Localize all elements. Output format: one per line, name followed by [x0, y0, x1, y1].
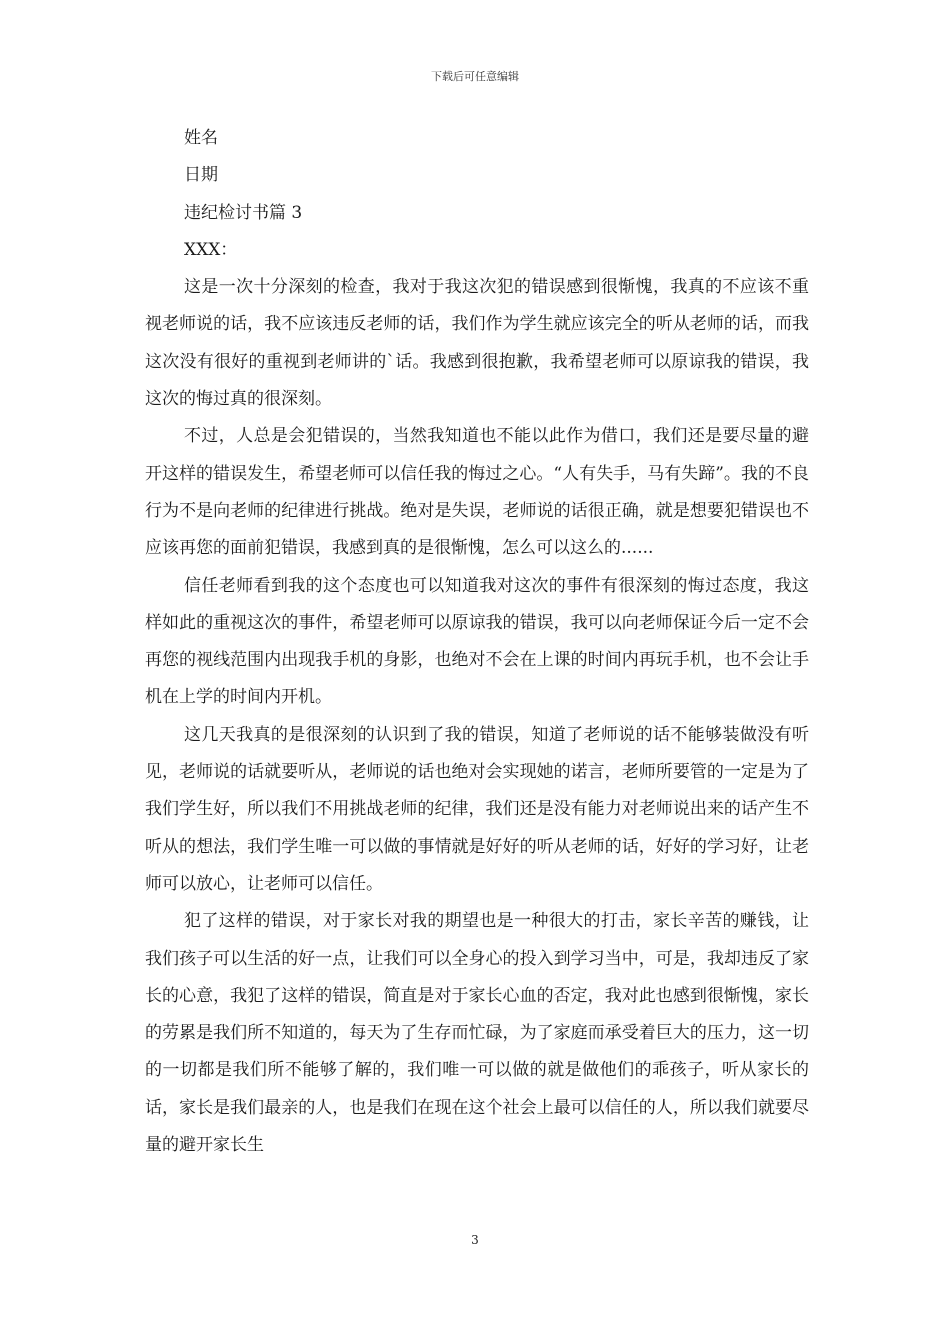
salutation: XXX：	[184, 239, 238, 260]
paragraph: 这是一次十分深刻的检查，我对于我这次犯的错误感到很惭愧，我真的不应该不重视老师说的话，我不应该违反老师的话，我们作为学生就应该完全的听从老师的话，而我这次没有很好的重视到老师讲的`话。我感到很抱歉，我希望老师可以原谅我的错误，我这次的悔过真的很深刻。	[145, 277, 809, 410]
page-number: 3	[471, 1233, 479, 1247]
paragraph: 不过，人总是会犯错误的，当然我知道也不能以此作为借口，我们还是要尽量的避开这样的错误发生，希望老师可以信任我的悔过之心。“人有失手，马有失蹄”。我的不良行为不是向老师的纪律进行挑战。绝对是失误，老师说的话很正确，就是想要犯错误也不应该再您的面前犯错误，我感到真的是很惭愧，怎么可以这么的......	[145, 426, 809, 559]
paragraph: 犯了这样的错误，对于家长对我的期望也是一种很大的打击，家长辛苦的赚钱，让我们孩子可以生活的好一点，让我们可以全身心的投入到学习当中，可是，我却违反了家长的心意，我犯了这样的错误，简直是对于家长心血的否定，我对此也感到很惭愧，家长的劳累是我们所不知道的，每天为了生存而忙碌，为了家庭而承受着巨大的压力，这一切的一切都是我们所不能够了解的，我们唯一可以做的就是做他们的乖孩子，听从家长的话，家长是我们最亲的人，也是我们在现在这个社会上最可以信任的人，所以我们就要尽量的避开家长生	[145, 911, 809, 1156]
name-line: 姓名	[184, 128, 218, 148]
date-line: 日期	[184, 165, 218, 186]
section-title: 违纪检讨书篇 3	[184, 202, 303, 223]
header-note: 下载后可任意编辑	[431, 70, 519, 83]
paragraph: 这几天我真的是很深刻的认识到了我的错误，知道了老师说的话不能够装做没有听见，老师说的话就要听从，老师说的话也绝对会实现她的诺言，老师所要管的一定是为了我们学生好，所以我们不用挑战老师的纪律，我们还是没有能力对老师说出来的话产生不听从的想法，我们学生唯一可以做的事情就是好好的听从老师的话，好好的学习好，让老师可以放心，让老师可以信任。	[145, 724, 809, 894]
document-body	[145, 120, 809, 1164]
paragraph: 信任老师看到我的这个态度也可以知道我对这次的事件有很深刻的悔过态度，我这样如此的重视这次的事件，希望老师可以原谅我的错误，我可以向老师保证今后一定不会再您的视线范围内出现我手机的身影，也绝对不会在上课的时间内再玩手机，也不会让手机在上学的时间内开机。	[145, 575, 809, 708]
